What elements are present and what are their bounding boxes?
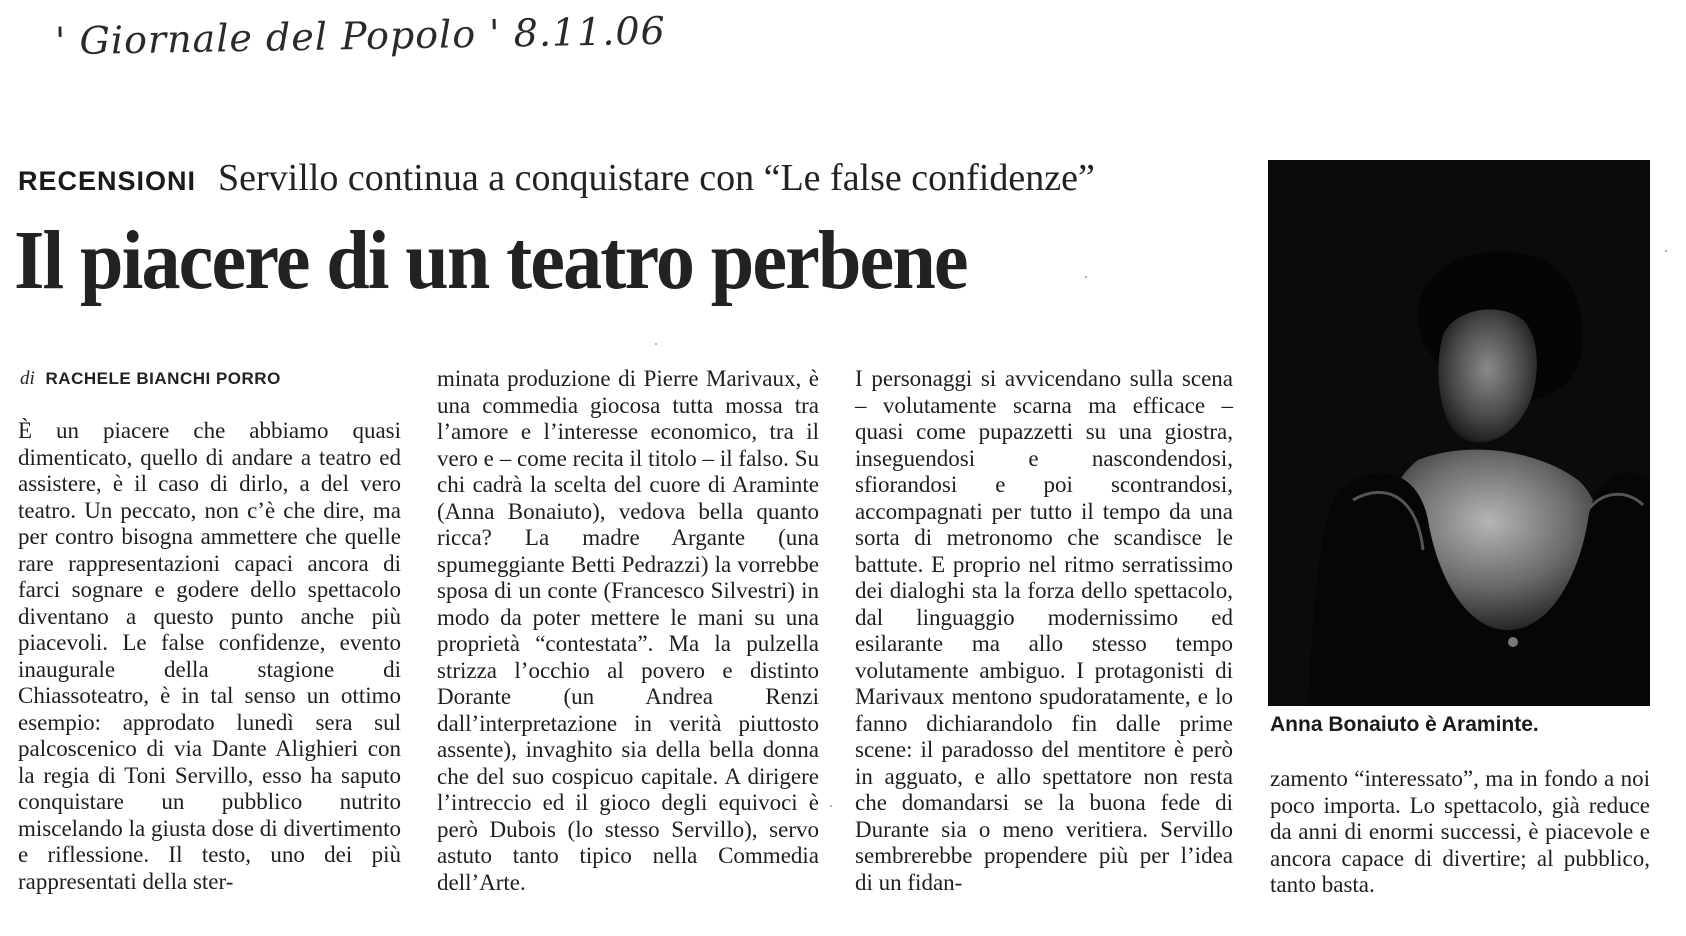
handwritten-source-note: ' Giornale del Popolo ' 8.11.06 [54,8,667,64]
byline [20,368,281,390]
article-column-2 [437,366,819,896]
print-speck [1085,276,1087,278]
print-speck [655,343,657,345]
photo-caption: Anna Bonaiuto è Araminte. [1270,713,1539,736]
article-column-3 [855,366,1233,896]
portrait-photo [1268,160,1650,706]
kicker [18,156,1095,200]
subheadline: Servillo continua a conquistare con “Le false confidenze” [218,157,1095,199]
column-text: zamento “interessato”, ma in fondo a noi poco importa. Lo spettacolo, già reduce da anni di enormi successi, è piacevole e ancora capace di divertire; al pubblico, tanto basta. [1270,766,1650,897]
column-text: È un piacere che abbiamo quasi dimenticato, quello di andare a teatro ed assistere, è il caso di dirlo, a del vero teatro. Un peccato, non c’è che dire, ma per contro bisogna ammettere che quelle rare rappresentazioni capaci ancora di farci sognare e godere dello spettacolo diventano a questo punto anche più piacevoli. Le false confidenze, evento inaugurale della stagione di Chiassoteatro, è in tal senso un ottimo esempio: approdato lunedì sera sul palcoscenico di via Dante Alighieri con la regia di Toni Servillo, esso ha saputo conquistare un pubblico nutrito miscelando la giusta dose di divertimento e riflessione. Il testo, uno dei più rappresentati della ster- [18,418,401,894]
byline-author: RACHELE BIANCHI PORRO [45,369,281,388]
section-label: RECENSIONI [18,166,197,196]
headline: Il piacere di un teatro perbene [14,214,967,307]
byline-prefix: di [20,368,35,389]
print-speck [1665,250,1667,252]
article-column-1 [18,418,401,895]
article-column-4 [1270,766,1650,899]
column-text: I personaggi si avvicendano sulla scena – volutamente scarna ma efficace – quasi come pupazzetti su una giostra, inseguendosi e nascondendosi, sfiorandosi e poi scontrandosi, accompagnati per tutto il tempo da una sorta di metronomo che scandisce le battute. E proprio nel ritmo serratissimo dei dialoghi sta la forza dello spettacolo, dal linguaggio modernissimo ed esilarante ma allo stesso tempo volutamente ambiguo. I protagonisti di Marivaux mentono spudoratamente, e lo fanno dichiarandolo fin dalle prime scene: il paradosso del mentitore è però in agguato, e allo spettatore non resta che domandarsi se la buona fede di Durante sia o meno veritiera. Servillo sembrerebbe propendere più per l’idea di un fidan- [855,366,1233,895]
print-speck [830,805,832,807]
portrait-illustration [1268,160,1650,706]
column-text: minata produzione di Pierre Marivaux, è una commedia giocosa tutta mossa tra l’amore e l’interesse economico, tra il vero e – come recita il titolo – il falso. Su chi cadrà la scelta del cuore di Araminte (Anna Bonaiuto), vedova bella quanto ricca? La madre Argante (una spumeggiante Betti Pedrazzi) la vorrebbe sposa di un conte (Francesco Silvestri) in modo da poter mettere le mani su una proprietà “contestata”. Ma la pulzella strizza l’occhio al povero e distinto Dorante (un Andrea Renzi dall’interpretazione in verità piuttosto assente), invaghito sia della bella donna che del suo cospicuo capitale. A dirigere l’intreccio ed il gioco degli equivoci è però Dubois (lo stesso Servillo), servo astuto tanto tipico nella Commedia dell’Arte. [437,366,819,895]
